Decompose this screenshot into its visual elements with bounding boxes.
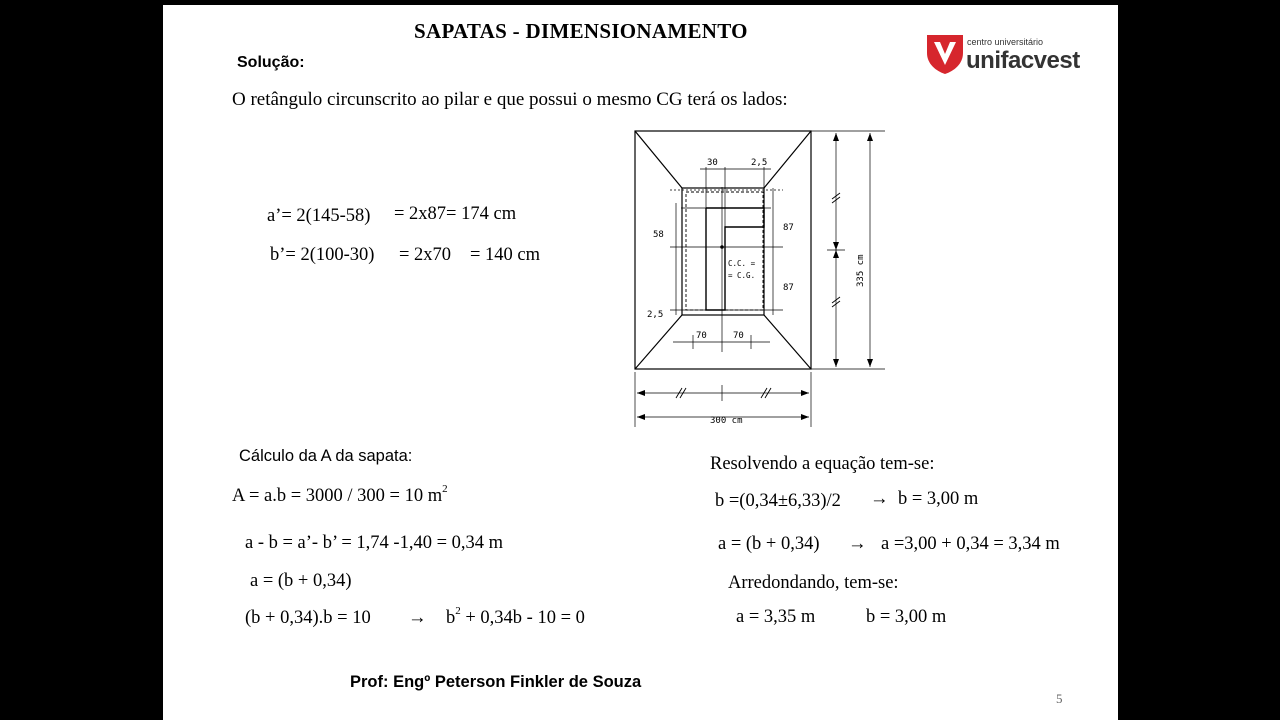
arrow-right-icon: → [870, 489, 889, 509]
resolvendo-text: Resolvendo a equação tem-se: [710, 454, 935, 474]
final-a: a = 3,35 m [736, 607, 816, 627]
dim-2-5-top-label: 2,5 [751, 158, 768, 168]
eq-quadratic-left: (b + 0,34).b = 10 [245, 608, 371, 628]
eq-b-prime-right: = 140 cm [470, 245, 541, 265]
dim-2-5-left-label: 2,5 [647, 310, 664, 320]
eq-a-expression: a = (b + 0,34) [250, 571, 352, 591]
shield-icon [925, 33, 965, 75]
cg-label-line1: C.C. = [728, 259, 756, 268]
dim-87-top-label: 87 [783, 223, 794, 233]
eq-quad-b: b [446, 608, 456, 628]
eq-b-solution: b =(0,34±6,33)/2 [715, 491, 841, 511]
eq-b-prime-left: b’= 2(100-30) [270, 245, 375, 265]
eq-diff: a - b = a’- b’ = 1,74 -1,40 = 0,34 m [245, 533, 504, 553]
calc-label: Cálculo da A da sapata: [239, 447, 413, 465]
footing-diagram [623, 127, 903, 432]
eq-quadratic-right [446, 605, 585, 629]
unifacvest-logo [925, 33, 1080, 77]
dim-300-label: 300 cm [710, 416, 743, 426]
slide [163, 5, 1118, 720]
eq-a-prime-left: a’= 2(145-58) [267, 206, 371, 226]
dim-30-label: 30 [707, 158, 718, 168]
cg-label-line2: = C.G. [728, 271, 756, 280]
final-b: b = 3,00 m [866, 607, 947, 627]
eq-a-solution: a = (b + 0,34) [718, 534, 820, 554]
arrow-right-icon: → [848, 534, 867, 554]
dim-70-left-label: 70 [696, 331, 707, 341]
page-number: 5 [1056, 691, 1063, 706]
eq-area [232, 483, 448, 507]
solucao-label: Solução: [237, 54, 305, 71]
dim-70-right-label: 70 [733, 331, 744, 341]
eq-quad-rest: + 0,34b - 10 = 0 [465, 608, 585, 628]
dim-87-bottom-label: 87 [783, 283, 794, 293]
arredondando-text: Arredondando, tem-se: [728, 573, 899, 593]
slide-title: SAPATAS - DIMENSIONAMENTO [414, 19, 748, 43]
eq-quad-sup: 2 [455, 605, 461, 617]
arrow-right-icon: → [408, 608, 427, 628]
eq-a-value: a =3,00 + 0,34 = 3,34 m [881, 534, 1060, 554]
footer-author: Prof: Engº Peterson Finkler de Souza [350, 673, 642, 691]
eq-area-sup: 2 [442, 483, 448, 495]
dim-58-label: 58 [653, 230, 664, 240]
eq-area-text: A = a.b = 3000 / 300 = 10 m [232, 486, 443, 506]
logo-subtitle: centro universitário [967, 37, 1044, 47]
intro-text: O retângulo circunscrito ao pilar e que possui o mesmo CG terá os lados: [232, 89, 788, 110]
dim-335-label: 335 cm [856, 254, 866, 287]
eq-b-prime-mid: = 2x70 [399, 245, 452, 265]
eq-a-prime-right: = 2x87= 174 cm [394, 204, 517, 224]
eq-b-value: b = 3,00 m [898, 489, 979, 509]
logo-name: unifacvest [966, 47, 1080, 74]
